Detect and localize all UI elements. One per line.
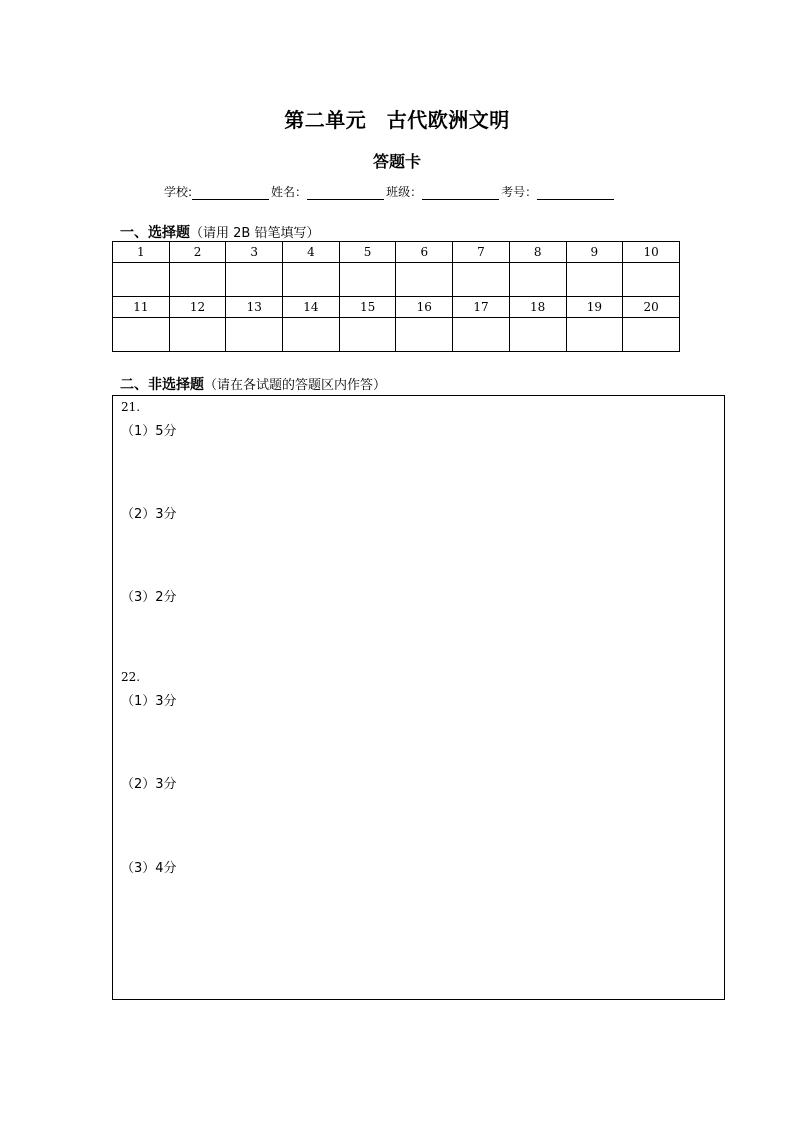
name-field[interactable] [307,185,384,200]
answer-cell[interactable] [169,318,226,352]
answer-cell[interactable] [283,318,340,352]
question-number: 12 [169,297,226,318]
question-number: 6 [396,242,453,263]
question-number: 4 [283,242,340,263]
answer-row [113,263,680,297]
section-open-questions-heading [120,374,386,394]
question-number-row [113,242,680,263]
section-2-note: （请在各试题的答题区内作答） [204,378,387,393]
school-label: 学校: [164,185,193,199]
question-22-part-2: （2）3分 [121,777,177,792]
question-number: 14 [283,297,340,318]
answer-cell[interactable] [226,318,283,352]
open-answer-area[interactable] [112,395,725,1000]
answer-cell[interactable] [226,263,283,297]
section-multiple-choice-heading [120,222,319,242]
answer-cell[interactable] [453,263,510,297]
question-number: 3 [226,242,283,263]
section-1-note: （请用 2B 铅笔填写） [190,226,320,241]
question-number: 13 [226,297,283,318]
answer-row [113,318,680,352]
question-number: 11 [113,297,170,318]
answer-cell[interactable] [566,318,623,352]
multiple-choice-grid [112,241,680,352]
answer-card-subtitle: 答题卡 [372,152,421,171]
question-number: 7 [453,242,510,263]
answer-cell[interactable] [396,263,453,297]
question-22-part-1: （1）3分 [121,694,177,709]
section-1-title: 一、选择题 [120,225,190,241]
question-number: 17 [453,297,510,318]
question-number: 9 [566,242,623,263]
answer-cell[interactable] [396,318,453,352]
question-number: 10 [623,242,680,263]
name-label: 姓名： [271,185,308,199]
question-21-part-3: （3）2分 [121,590,177,605]
exam-number-field[interactable] [537,185,614,200]
answer-cell[interactable] [113,318,170,352]
answer-cell[interactable] [339,318,396,352]
question-22-number: 22. [121,670,141,684]
question-22-part-3: （3）4分 [121,861,177,876]
question-number-row [113,297,680,318]
school-field[interactable] [192,185,269,200]
exam-number-label: 考号： [501,185,538,199]
class-field[interactable] [422,185,499,200]
question-number: 8 [509,242,566,263]
page-title: 第二单元 古代欧洲文明 [284,108,510,132]
answer-cell[interactable] [339,263,396,297]
question-number: 19 [566,297,623,318]
answer-cell[interactable] [169,263,226,297]
answer-cell[interactable] [623,318,680,352]
question-number: 15 [339,297,396,318]
answer-cell[interactable] [283,263,340,297]
section-2-title: 二、非选择题 [120,377,204,393]
question-number: 20 [623,297,680,318]
answer-cell[interactable] [453,318,510,352]
question-21-part-1: （1）5分 [121,424,177,439]
question-21-part-2: （2）3分 [121,507,177,522]
answer-cell[interactable] [509,318,566,352]
class-label: 班级： [386,185,423,199]
question-21-number: 21. [121,400,141,414]
question-number: 2 [169,242,226,263]
answer-cell[interactable] [566,263,623,297]
question-number: 18 [509,297,566,318]
student-info-row [164,182,616,200]
answer-cell[interactable] [623,263,680,297]
answer-cell[interactable] [509,263,566,297]
question-number: 5 [339,242,396,263]
answer-cell[interactable] [113,263,170,297]
question-number: 1 [113,242,170,263]
question-number: 16 [396,297,453,318]
